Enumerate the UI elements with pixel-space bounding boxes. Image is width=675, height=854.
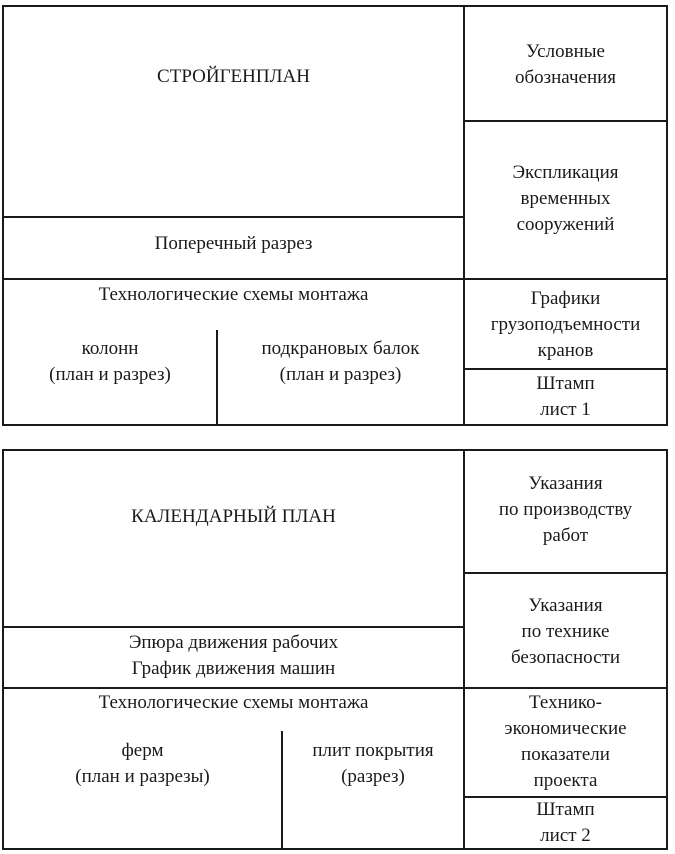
stamp-label: Штамп лист 2 [536,799,595,846]
explication-label: Экспликация временных сооружений [512,162,619,235]
cross-section-label: Поперечный разрез [154,233,313,254]
main-title: СТРОЙГЕНПЛАН [157,66,310,87]
works-instructions-label: Указания по производству работ [498,473,633,546]
crane-capacity-label: Графики грузоподъемности кранов [490,288,641,361]
side-line-1 [463,572,666,574]
main-title: КАЛЕНДАРНЫЙ ПЛАН [131,506,336,527]
trusses-scheme-label: ферм (план и разрезы) [75,740,210,787]
side-line-2 [463,278,666,280]
side-line-1 [463,120,666,122]
columns-scheme-label: колонн (план и разрез) [49,338,171,385]
sheet-1-layout [2,5,668,426]
slabs-scheme-label: плит покрытия (разрез) [312,740,434,787]
economics-label: Технико- экономические показатели проекта [504,692,627,791]
crane-beams-scheme-label: подкрановых балок (план и разрез) [261,338,420,385]
schemes-title: Технологические схемы монтажа [98,692,369,713]
sheet-2-layout [2,449,668,850]
safety-instructions-label: Указания по технике безопасности [510,595,621,668]
schemes-title: Технологические схемы монтажа [98,284,369,305]
legend-label: Условные обозначения [514,41,617,88]
workers-machines-label: Эпюра движения рабочих График движения машин [128,632,339,679]
stamp-label: Штамп лист 1 [536,373,595,420]
